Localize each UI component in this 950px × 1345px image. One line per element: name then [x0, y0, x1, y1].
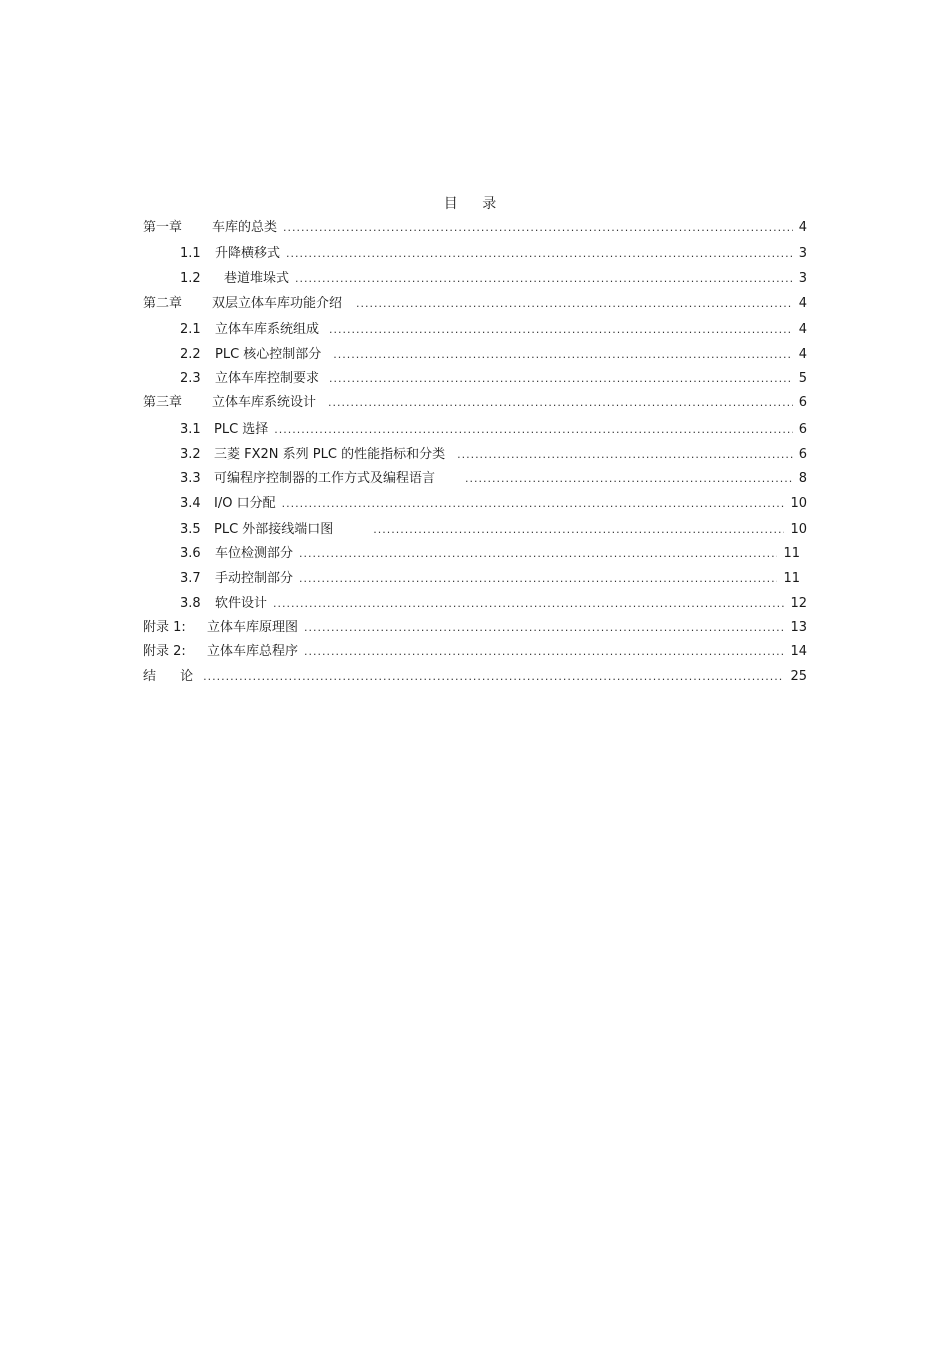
toc-dot-leader: [329, 369, 793, 389]
toc-entry-page: 3: [798, 246, 807, 261]
toc-entry-page: 8: [798, 471, 807, 486]
toc-entry-page: 10: [790, 496, 807, 511]
toc-entry-number: 附录 1:: [143, 620, 186, 635]
toc-entry[interactable]: [143, 667, 807, 687]
toc-entry-number: 3.7: [180, 571, 201, 586]
toc-entry-number: 3.4: [180, 496, 201, 511]
toc-entry[interactable]: [180, 544, 800, 564]
toc-dot-leader: [283, 218, 793, 238]
toc-entry-number: 1.1: [180, 246, 201, 261]
toc-entry[interactable]: [180, 420, 807, 440]
toc-entry-number: 第二章: [143, 296, 183, 311]
toc-entry-number: 第三章: [143, 395, 183, 410]
toc-entry[interactable]: [180, 494, 807, 514]
toc-entry[interactable]: [180, 469, 807, 489]
toc-entry-text: 立体车库原理图: [207, 620, 299, 635]
toc-entry-page: 6: [798, 447, 807, 462]
toc-entry-page: 13: [790, 620, 807, 635]
toc-entry-number: 3.3: [180, 471, 201, 486]
toc-entry[interactable]: [180, 269, 807, 289]
toc-entry[interactable]: [180, 569, 800, 589]
toc-entry-page: 4: [798, 322, 807, 337]
toc-entry-text: 巷道堆垛式: [224, 271, 290, 286]
toc-entry-page: 25: [790, 669, 807, 684]
toc-entry-page: 11: [783, 571, 800, 586]
toc-entry-number: 2.2: [180, 347, 201, 362]
toc-entry-page: 4: [798, 296, 807, 311]
toc-dot-leader: [304, 618, 784, 638]
toc-title: 目 录: [443, 196, 507, 212]
toc-entry-page: 12: [790, 596, 807, 611]
toc-entry-number: 3.1: [180, 422, 201, 437]
toc-dot-leader: [282, 494, 785, 514]
toc-entry-text: 手动控制部分: [215, 571, 294, 586]
toc-entry-page: 4: [798, 347, 807, 362]
toc-entry-number: 3.6: [180, 546, 201, 561]
toc-entry-page: 10: [790, 522, 807, 537]
toc-dot-leader: [457, 445, 793, 465]
toc-entry[interactable]: [180, 369, 807, 389]
toc-entry-text: PLC 核心控制部分: [215, 347, 322, 362]
toc-entry[interactable]: [180, 594, 807, 614]
toc-entry-text: 车位检测部分: [215, 546, 294, 561]
toc-dot-leader: [373, 520, 784, 540]
toc-entry-text: 立体车库系统设计: [212, 395, 317, 410]
toc-entry-text: 可编程序控制器的工作方式及编程语言: [214, 471, 436, 486]
toc-entry-number: 结 论: [143, 669, 204, 684]
toc-dot-leader: [329, 320, 793, 340]
toc-entry-text: 立体车库总程序: [207, 644, 299, 659]
toc-dot-leader: [203, 667, 784, 687]
toc-dot-leader: [356, 294, 793, 314]
toc-dot-leader: [273, 594, 784, 614]
toc-dot-leader: [304, 642, 784, 662]
toc-entry-page: 4: [798, 220, 807, 235]
toc-dot-leader: [286, 244, 793, 264]
toc-entry[interactable]: [143, 642, 807, 662]
toc-entry-page: 5: [798, 371, 807, 386]
toc-dot-leader: [299, 569, 777, 589]
toc-entry-number: 3.8: [180, 596, 201, 611]
toc-entry[interactable]: [143, 393, 807, 413]
toc-entry-page: 3: [798, 271, 807, 286]
toc-entry-text: PLC 外部接线端口图: [214, 522, 334, 537]
toc-dot-leader: [328, 393, 793, 413]
toc-dot-leader: [299, 544, 777, 564]
toc-entry-text: 立体车库控制要求: [215, 371, 320, 386]
toc-entry-text: 双层立体车库功能介绍: [212, 296, 343, 311]
toc-dot-leader: [465, 469, 793, 489]
toc-entry[interactable]: [180, 445, 807, 465]
toc-dot-leader: [333, 345, 792, 365]
toc-entry-text: I/O 口分配: [214, 496, 276, 511]
toc-entry[interactable]: [180, 320, 807, 340]
toc-entry-number: 3.2: [180, 447, 201, 462]
toc-entry-text: PLC 选择: [214, 422, 269, 437]
toc-entry-text: 升降横移式: [215, 246, 281, 261]
toc-entry[interactable]: [143, 218, 807, 238]
toc-entry[interactable]: [180, 345, 807, 365]
toc-entry-page: 14: [790, 644, 807, 659]
toc-entry-text: 立体车库系统组成: [215, 322, 320, 337]
toc-entry-page: 11: [783, 546, 800, 561]
toc-entry-page: 6: [798, 395, 807, 410]
toc-entry-text: 软件设计: [215, 596, 268, 611]
toc-entry-number: 3.5: [180, 522, 201, 537]
toc-entry-page: 6: [798, 422, 807, 437]
toc-entry-text: 三菱 FX2N 系列 PLC 的性能指标和分类: [214, 447, 446, 462]
toc-entry[interactable]: [180, 520, 807, 540]
toc-entry-text: 车库的总类: [212, 220, 278, 235]
toc-entry-number: 2.1: [180, 322, 201, 337]
toc-entry-number: 附录 2:: [143, 644, 186, 659]
toc-dot-leader: [295, 269, 793, 289]
toc-entry-number: 2.3: [180, 371, 201, 386]
toc-dot-leader: [274, 420, 792, 440]
toc-entry[interactable]: [143, 294, 807, 314]
toc-entry[interactable]: [180, 244, 807, 264]
toc-entry[interactable]: [143, 618, 807, 638]
toc-entry-number: 第一章: [143, 220, 183, 235]
toc-entry-number: 1.2: [180, 271, 201, 286]
